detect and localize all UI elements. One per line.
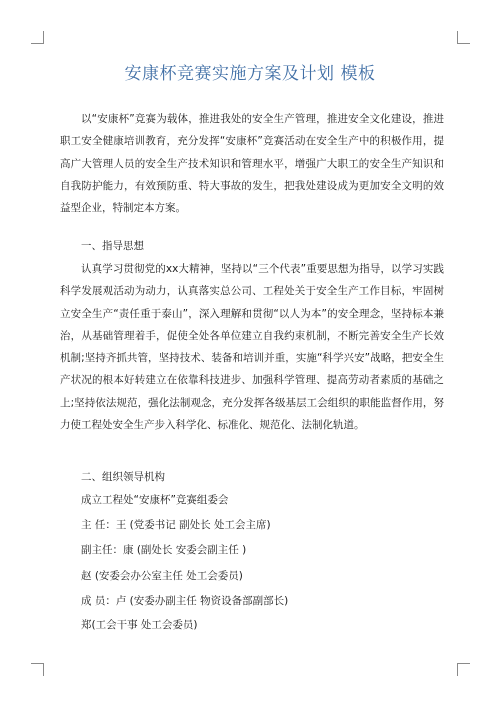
crop-mark-top-left xyxy=(31,31,44,44)
committee-line: 成 员：卢 (安委办副主任 物资设备部副部长) xyxy=(81,595,289,607)
document-title: 安康杯竞赛实施方案及计划 模板 xyxy=(124,64,376,84)
section-heading-guiding-ideology: 一、指导思想 xyxy=(81,240,144,252)
crop-mark-bottom-right xyxy=(457,663,470,676)
committee-line: 副主任：康 (副处长 安委会副主任 ) xyxy=(81,544,247,556)
guiding-ideology-paragraph: 认真学习贯彻党的xx大精神，坚持以“三个代表”重要思想为指导，以学习实践科学发展观活动为动力，认真落实总公司、工程处关于安全生产工作目标，牢固树立安全生产“责任重于泰山”，深入理解和贯彻“以人为本”的安全理念，坚持标本兼治，从基础管理着手，促使全处各单位建立自我约束机制，不断完善安全生产长效机制;坚持齐抓共管，坚持技术、装备和培训并重，实施“科学兴安”战略，把安全生产状况的根本好转建立在依靠科技进步、加强科学管理、提高劳动者素质的基础之上;坚持依法规范，强化法制观念，充分发挥各级基层工会组织的职能监督作用，努力使工程处安全生产步入科学化、标准化、规范化、法制化轨道。 xyxy=(60,263,444,432)
intro-paragraph: 以“安康杯”竞赛为载体，推进我处的安全生产管理，推进安全文化建设，推进职工安全健康培训教育，充分发挥“安康杯”竞赛活动在安全生产中的积极作用，提高广大管理人员的安全生产技术知识和管理水平，增强广大职工的安全生产知识和自我防护能力，有效预防重、特大事故的发生，把我处建设成为更加安全文明的效益型企业，特制定本方案。 xyxy=(60,113,444,215)
committee-line: 郑(工会干事 处工会委员) xyxy=(81,619,198,631)
committee-line: 主 任：王 (党委书记 副处长 处工会主席) xyxy=(81,519,271,531)
crop-mark-top-right xyxy=(457,31,470,44)
committee-line: 成立工程处“安康杯”竞赛组委会 xyxy=(81,494,229,506)
committee-line: 赵 (安委会办公室主任 处工会委员) xyxy=(81,570,243,582)
crop-mark-bottom-left xyxy=(31,663,44,676)
section-heading-organization: 二、组织领导机构 xyxy=(81,471,165,483)
